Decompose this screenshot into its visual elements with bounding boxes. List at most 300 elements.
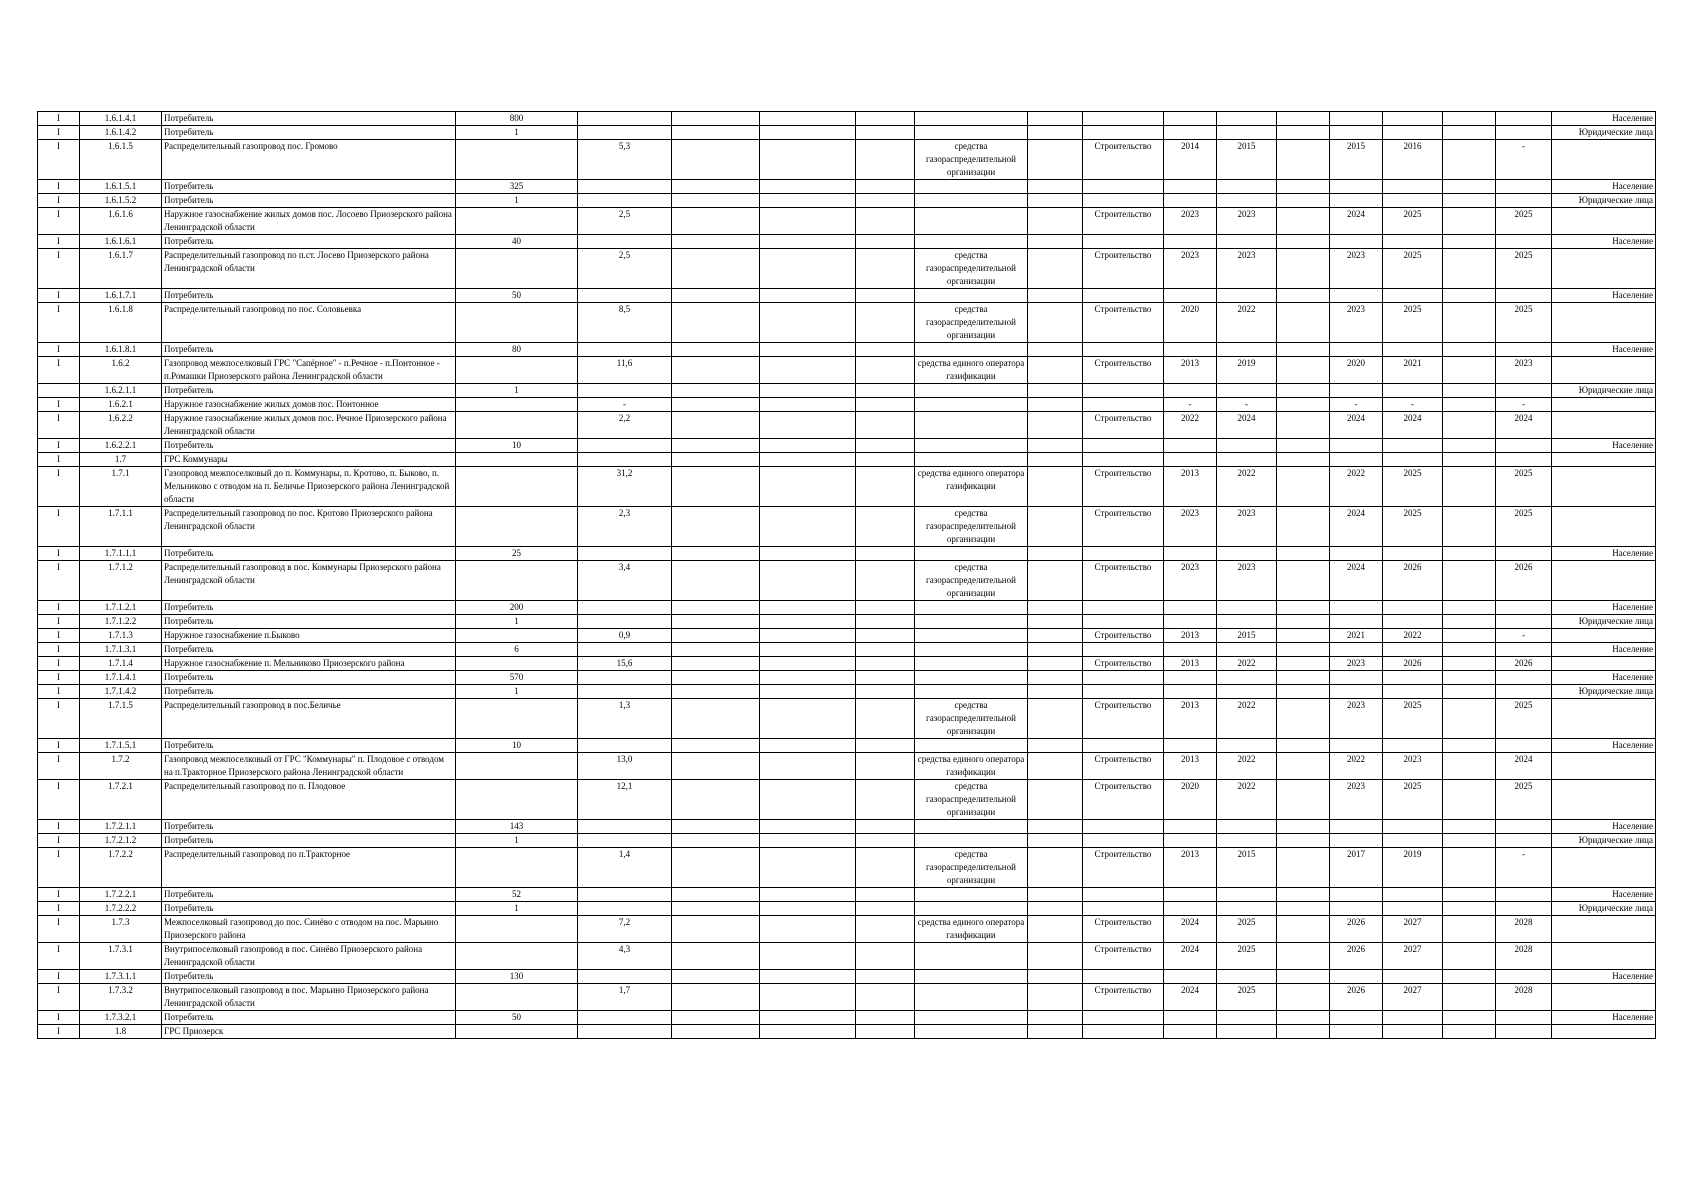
- cell-code: 1.6.2.2.1: [80, 439, 162, 453]
- cell-completion-year: -: [1496, 140, 1552, 180]
- cell-consumers: 325: [456, 180, 578, 194]
- cell-category: I: [38, 888, 80, 902]
- cell-start-year-2: 2024: [1330, 208, 1383, 235]
- cell-start-year-1: 2022: [1164, 412, 1217, 439]
- table-row: [38, 848, 1656, 888]
- cell-consumers: 25: [456, 547, 578, 561]
- cell-end-year-2: 2026: [1383, 657, 1443, 671]
- cell-category: I: [38, 303, 80, 343]
- cell-consumer-type: Население: [1552, 180, 1656, 194]
- cell-length: [578, 1025, 672, 1039]
- cell-length: 3,4: [578, 561, 672, 601]
- cell-c14: [1277, 685, 1330, 699]
- cell-name: Потребитель: [162, 180, 456, 194]
- cell-start-year-1: [1164, 820, 1217, 834]
- cell-c14: [1277, 984, 1330, 1011]
- cell-consumers: [456, 780, 578, 820]
- cell-end-year-2: [1383, 888, 1443, 902]
- cell-start-year-1: 2023: [1164, 249, 1217, 289]
- cell-start-year-2: [1330, 970, 1383, 984]
- cell-c6: [672, 943, 760, 970]
- cell-c17: [1443, 657, 1496, 671]
- table-row: [38, 671, 1656, 685]
- cell-c7: [760, 343, 856, 357]
- cell-completion-year: 2028: [1496, 916, 1552, 943]
- cell-c14: [1277, 657, 1330, 671]
- cell-name: Потребитель: [162, 547, 456, 561]
- cell-funding: [915, 398, 1028, 412]
- cell-completion-year: [1496, 615, 1552, 629]
- cell-c10: [1028, 194, 1083, 208]
- cell-funding: [915, 289, 1028, 303]
- cell-c10: [1028, 970, 1083, 984]
- cell-c17: [1443, 1011, 1496, 1025]
- cell-c17: [1443, 984, 1496, 1011]
- table-row: [38, 384, 1656, 398]
- cell-c8: [856, 888, 915, 902]
- cell-category: I: [38, 561, 80, 601]
- cell-work-type: Строительство: [1083, 412, 1164, 439]
- table-row: [38, 629, 1656, 643]
- cell-length: 0,9: [578, 629, 672, 643]
- cell-c8: [856, 739, 915, 753]
- cell-category: I: [38, 699, 80, 739]
- cell-start-year-1: [1164, 439, 1217, 453]
- cell-end-year-1: [1217, 547, 1277, 561]
- cell-c8: [856, 615, 915, 629]
- table-row: [38, 970, 1656, 984]
- cell-work-type: [1083, 126, 1164, 140]
- cell-end-year-1: 2015: [1217, 629, 1277, 643]
- cell-c14: [1277, 343, 1330, 357]
- cell-completion-year: [1496, 902, 1552, 916]
- cell-completion-year: 2025: [1496, 249, 1552, 289]
- cell-name: Потребитель: [162, 820, 456, 834]
- cell-consumer-type: [1552, 303, 1656, 343]
- cell-start-year-2: 2021: [1330, 629, 1383, 643]
- cell-c14: [1277, 643, 1330, 657]
- cell-name: Потребитель: [162, 685, 456, 699]
- cell-code: 1.7.1.4: [80, 657, 162, 671]
- cell-c17: [1443, 303, 1496, 343]
- cell-consumer-type: [1552, 467, 1656, 507]
- cell-work-type: [1083, 343, 1164, 357]
- cell-length: [578, 1011, 672, 1025]
- cell-start-year-1: -: [1164, 398, 1217, 412]
- cell-c7: [760, 249, 856, 289]
- cell-c10: [1028, 629, 1083, 643]
- cell-name: Наружное газоснабжение п.Быково: [162, 629, 456, 643]
- cell-c10: [1028, 943, 1083, 970]
- cell-c10: [1028, 780, 1083, 820]
- cell-c17: [1443, 615, 1496, 629]
- cell-end-year-1: [1217, 439, 1277, 453]
- cell-c8: [856, 943, 915, 970]
- cell-end-year-2: [1383, 685, 1443, 699]
- cell-c14: [1277, 916, 1330, 943]
- table-row: [38, 467, 1656, 507]
- cell-c7: [760, 384, 856, 398]
- cell-end-year-2: [1383, 235, 1443, 249]
- cell-c6: [672, 699, 760, 739]
- cell-c7: [760, 902, 856, 916]
- cell-c7: [760, 194, 856, 208]
- cell-c10: [1028, 739, 1083, 753]
- cell-consumer-type: Юридические лица: [1552, 834, 1656, 848]
- cell-c17: [1443, 699, 1496, 739]
- cell-work-type: Строительство: [1083, 943, 1164, 970]
- cell-end-year-2: 2025: [1383, 249, 1443, 289]
- cell-c8: [856, 547, 915, 561]
- cell-c10: [1028, 671, 1083, 685]
- cell-length: 15,6: [578, 657, 672, 671]
- cell-completion-year: [1496, 820, 1552, 834]
- cell-start-year-2: 2022: [1330, 467, 1383, 507]
- cell-consumer-type: [1552, 507, 1656, 547]
- cell-completion-year: [1496, 739, 1552, 753]
- cell-consumer-type: [1552, 1025, 1656, 1039]
- table-row: [38, 112, 1656, 126]
- cell-completion-year: [1496, 289, 1552, 303]
- cell-c17: [1443, 180, 1496, 194]
- cell-c7: [760, 453, 856, 467]
- cell-c14: [1277, 289, 1330, 303]
- cell-end-year-1: 2025: [1217, 943, 1277, 970]
- cell-c14: [1277, 615, 1330, 629]
- cell-start-year-1: [1164, 970, 1217, 984]
- cell-code: 1.6.1.8.1: [80, 343, 162, 357]
- cell-category: I: [38, 547, 80, 561]
- cell-c10: [1028, 657, 1083, 671]
- cell-end-year-2: [1383, 194, 1443, 208]
- cell-funding: средства единого оператора газификации: [915, 916, 1028, 943]
- cell-code: 1.7.1.4.2: [80, 685, 162, 699]
- cell-consumers: 1: [456, 685, 578, 699]
- cell-funding: средства газораспределительной организации: [915, 561, 1028, 601]
- cell-consumers: [456, 943, 578, 970]
- cell-c6: [672, 657, 760, 671]
- cell-consumer-type: [1552, 699, 1656, 739]
- table-row: [38, 657, 1656, 671]
- cell-name: Потребитель: [162, 601, 456, 615]
- cell-c8: [856, 1025, 915, 1039]
- cell-c17: [1443, 943, 1496, 970]
- cell-name: Распределительный газопровод пос. Громово: [162, 140, 456, 180]
- cell-c10: [1028, 820, 1083, 834]
- cell-c6: [672, 888, 760, 902]
- cell-c8: [856, 699, 915, 739]
- cell-start-year-2: 2023: [1330, 303, 1383, 343]
- table-row: [38, 140, 1656, 180]
- cell-c14: [1277, 467, 1330, 507]
- table-row: [38, 643, 1656, 657]
- cell-completion-year: 2026: [1496, 561, 1552, 601]
- cell-end-year-1: [1217, 235, 1277, 249]
- cell-length: [578, 820, 672, 834]
- cell-start-year-2: [1330, 739, 1383, 753]
- cell-code: 1.7.3.2.1: [80, 1011, 162, 1025]
- cell-c17: [1443, 601, 1496, 615]
- cell-c17: [1443, 384, 1496, 398]
- cell-consumers: [456, 249, 578, 289]
- cell-category: I: [38, 398, 80, 412]
- cell-c10: [1028, 384, 1083, 398]
- cell-code: 1.7.1: [80, 467, 162, 507]
- cell-c7: [760, 739, 856, 753]
- cell-consumers: [456, 629, 578, 643]
- cell-code: 1.7.2.2.1: [80, 888, 162, 902]
- cell-consumers: [456, 357, 578, 384]
- cell-c8: [856, 208, 915, 235]
- cell-length: 12,1: [578, 780, 672, 820]
- cell-consumer-type: [1552, 629, 1656, 643]
- cell-funding: средства единого оператора газификации: [915, 467, 1028, 507]
- cell-c8: [856, 1011, 915, 1025]
- cell-c17: [1443, 916, 1496, 943]
- cell-consumers: 50: [456, 289, 578, 303]
- cell-code: 1.7.2.1: [80, 780, 162, 820]
- cell-work-type: Строительство: [1083, 753, 1164, 780]
- cell-start-year-1: 2023: [1164, 208, 1217, 235]
- cell-c17: [1443, 398, 1496, 412]
- cell-end-year-2: 2025: [1383, 507, 1443, 547]
- cell-c14: [1277, 398, 1330, 412]
- cell-c7: [760, 820, 856, 834]
- table-row: [38, 902, 1656, 916]
- cell-start-year-1: 2023: [1164, 561, 1217, 601]
- cell-c7: [760, 834, 856, 848]
- cell-length: [578, 685, 672, 699]
- cell-length: [578, 739, 672, 753]
- cell-funding: [915, 685, 1028, 699]
- cell-work-type: [1083, 643, 1164, 657]
- cell-c7: [760, 235, 856, 249]
- cell-category: I: [38, 916, 80, 943]
- cell-category: I: [38, 820, 80, 834]
- cell-c14: [1277, 561, 1330, 601]
- cell-consumers: 1: [456, 834, 578, 848]
- cell-c8: [856, 289, 915, 303]
- cell-c7: [760, 412, 856, 439]
- cell-c8: [856, 112, 915, 126]
- cell-length: [578, 235, 672, 249]
- cell-c14: [1277, 507, 1330, 547]
- cell-consumers: 6: [456, 643, 578, 657]
- cell-consumer-type: [1552, 753, 1656, 780]
- cell-funding: [915, 343, 1028, 357]
- cell-name: Потребитель: [162, 126, 456, 140]
- cell-end-year-2: [1383, 453, 1443, 467]
- cell-c8: [856, 902, 915, 916]
- cell-end-year-2: 2026: [1383, 561, 1443, 601]
- cell-consumer-type: [1552, 657, 1656, 671]
- cell-consumer-type: [1552, 357, 1656, 384]
- cell-work-type: Строительство: [1083, 357, 1164, 384]
- cell-start-year-1: [1164, 902, 1217, 916]
- cell-c17: [1443, 453, 1496, 467]
- cell-work-type: [1083, 439, 1164, 453]
- cell-name: ГРС Приозерск: [162, 1025, 456, 1039]
- cell-end-year-2: [1383, 739, 1443, 753]
- cell-consumers: [456, 507, 578, 547]
- cell-start-year-1: [1164, 685, 1217, 699]
- cell-funding: [915, 180, 1028, 194]
- cell-work-type: [1083, 601, 1164, 615]
- cell-consumers: 200: [456, 601, 578, 615]
- cell-length: 2,3: [578, 507, 672, 547]
- cell-start-year-1: [1164, 1025, 1217, 1039]
- cell-code: 1.7.1.5.1: [80, 739, 162, 753]
- cell-consumer-type: Население: [1552, 439, 1656, 453]
- cell-c7: [760, 1025, 856, 1039]
- cell-name: Потребитель: [162, 615, 456, 629]
- cell-end-year-1: [1217, 615, 1277, 629]
- cell-name: Газопровод межпоселковый ГРС "Сапёрное" - п.Речное - п.Понтонное - п.Ромашки Приозерского района Ленинградской области: [162, 357, 456, 384]
- cell-consumers: [456, 699, 578, 739]
- cell-c17: [1443, 439, 1496, 453]
- cell-end-year-1: 2024: [1217, 412, 1277, 439]
- cell-work-type: [1083, 739, 1164, 753]
- cell-start-year-1: [1164, 384, 1217, 398]
- cell-end-year-2: [1383, 820, 1443, 834]
- cell-start-year-2: [1330, 235, 1383, 249]
- cell-consumer-type: [1552, 249, 1656, 289]
- cell-c17: [1443, 888, 1496, 902]
- cell-start-year-1: 2013: [1164, 699, 1217, 739]
- cell-consumer-type: Население: [1552, 1011, 1656, 1025]
- table-row: [38, 249, 1656, 289]
- cell-length: [578, 547, 672, 561]
- table-row: [38, 126, 1656, 140]
- cell-end-year-1: [1217, 820, 1277, 834]
- cell-work-type: [1083, 112, 1164, 126]
- cell-name: Распределительный газопровод по п.ст. Лосево Приозерского района Ленинградской области: [162, 249, 456, 289]
- cell-consumers: [456, 753, 578, 780]
- cell-start-year-1: [1164, 671, 1217, 685]
- cell-category: I: [38, 685, 80, 699]
- cell-c14: [1277, 126, 1330, 140]
- cell-code: 1.6.1.6: [80, 208, 162, 235]
- cell-start-year-1: 2013: [1164, 657, 1217, 671]
- cell-completion-year: [1496, 343, 1552, 357]
- cell-c10: [1028, 685, 1083, 699]
- cell-start-year-2: 2023: [1330, 657, 1383, 671]
- cell-name: Наружное газоснабжение жилых домов пос. Лосоево Приозерского района Ленинградской области: [162, 208, 456, 235]
- cell-c6: [672, 453, 760, 467]
- cell-completion-year: 2026: [1496, 657, 1552, 671]
- cell-c8: [856, 820, 915, 834]
- cell-c6: [672, 629, 760, 643]
- cell-completion-year: [1496, 453, 1552, 467]
- cell-name: Распределительный газопровод в пос. Коммунары Приозерского района Ленинградской области: [162, 561, 456, 601]
- cell-c14: [1277, 235, 1330, 249]
- cell-c7: [760, 643, 856, 657]
- cell-completion-year: [1496, 384, 1552, 398]
- cell-work-type: [1083, 888, 1164, 902]
- cell-c17: [1443, 902, 1496, 916]
- cell-code: 1.7.3.1.1: [80, 970, 162, 984]
- cell-c7: [760, 916, 856, 943]
- cell-c7: [760, 289, 856, 303]
- cell-end-year-1: [1217, 739, 1277, 753]
- cell-start-year-2: [1330, 289, 1383, 303]
- cell-consumer-type: Население: [1552, 643, 1656, 657]
- cell-completion-year: 2024: [1496, 753, 1552, 780]
- table-row: [38, 398, 1656, 412]
- cell-consumers: 570: [456, 671, 578, 685]
- cell-end-year-1: 2023: [1217, 208, 1277, 235]
- cell-length: [578, 194, 672, 208]
- cell-c6: [672, 357, 760, 384]
- cell-name: Потребитель: [162, 739, 456, 753]
- cell-code: 1.7.2.2.2: [80, 902, 162, 916]
- cell-c10: [1028, 547, 1083, 561]
- cell-end-year-1: [1217, 834, 1277, 848]
- cell-name: Потребитель: [162, 112, 456, 126]
- cell-category: I: [38, 780, 80, 820]
- cell-c17: [1443, 547, 1496, 561]
- cell-c6: [672, 984, 760, 1011]
- cell-c14: [1277, 629, 1330, 643]
- table-row: [38, 984, 1656, 1011]
- cell-consumer-type: Юридические лица: [1552, 384, 1656, 398]
- cell-completion-year: 2025: [1496, 208, 1552, 235]
- cell-start-year-2: [1330, 112, 1383, 126]
- cell-category: I: [38, 180, 80, 194]
- cell-c17: [1443, 1025, 1496, 1039]
- cell-end-year-1: [1217, 384, 1277, 398]
- cell-c7: [760, 1011, 856, 1025]
- cell-c7: [760, 629, 856, 643]
- cell-c8: [856, 984, 915, 1011]
- cell-name: Газопровод межпоселковый от ГРС "Коммунары" п. Плодовое с отводом на п.Тракторное Приозерского района Ленинградской области: [162, 753, 456, 780]
- cell-c8: [856, 398, 915, 412]
- cell-work-type: Строительство: [1083, 699, 1164, 739]
- cell-completion-year: -: [1496, 629, 1552, 643]
- cell-c7: [760, 615, 856, 629]
- cell-c14: [1277, 208, 1330, 235]
- cell-work-type: [1083, 615, 1164, 629]
- cell-end-year-2: [1383, 671, 1443, 685]
- cell-consumer-type: Население: [1552, 547, 1656, 561]
- cell-code: 1.6.1.6.1: [80, 235, 162, 249]
- cell-end-year-1: [1217, 180, 1277, 194]
- cell-code: 1.6.2.1.1: [80, 384, 162, 398]
- cell-funding: [915, 615, 1028, 629]
- cell-c6: [672, 507, 760, 547]
- cell-start-year-2: 2023: [1330, 249, 1383, 289]
- cell-funding: [915, 657, 1028, 671]
- cell-funding: средства газораспределительной организации: [915, 780, 1028, 820]
- cell-category: I: [38, 834, 80, 848]
- cell-c6: [672, 343, 760, 357]
- cell-start-year-2: [1330, 1025, 1383, 1039]
- cell-completion-year: [1496, 834, 1552, 848]
- cell-end-year-2: 2016: [1383, 140, 1443, 180]
- cell-c10: [1028, 848, 1083, 888]
- cell-start-year-1: [1164, 1011, 1217, 1025]
- cell-c10: [1028, 984, 1083, 1011]
- cell-c17: [1443, 820, 1496, 834]
- cell-funding: [915, 235, 1028, 249]
- cell-c14: [1277, 888, 1330, 902]
- cell-start-year-1: [1164, 888, 1217, 902]
- cell-work-type: Строительство: [1083, 984, 1164, 1011]
- cell-completion-year: -: [1496, 848, 1552, 888]
- cell-end-year-1: [1217, 970, 1277, 984]
- cell-length: 11,6: [578, 357, 672, 384]
- cell-consumers: [456, 1025, 578, 1039]
